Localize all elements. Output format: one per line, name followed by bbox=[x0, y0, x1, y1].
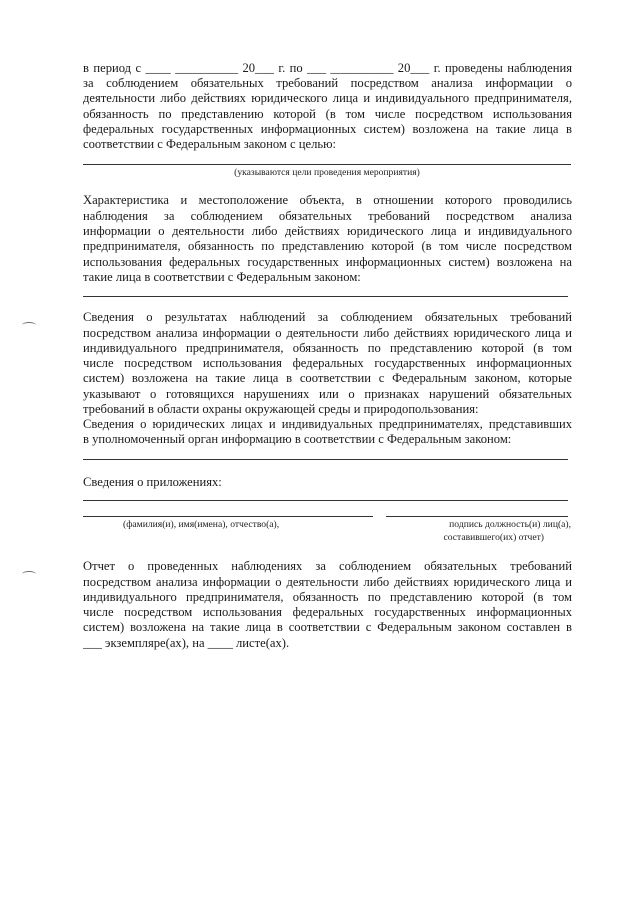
signature-caption: составившего(их) отчет) bbox=[443, 532, 544, 543]
text-line: требований в области охраны окружающей среды и природопользования: bbox=[83, 402, 479, 416]
text-line: информации о деятельности либо действиях юридического лица и индивидуального bbox=[83, 224, 572, 238]
text-line: Характеристика и местоположение объекта, в отношении которого проводились bbox=[83, 193, 572, 207]
margin-mark bbox=[22, 571, 36, 577]
margin-mark bbox=[22, 322, 36, 328]
signature-caption: подпись должность(и) лиц(а), bbox=[449, 519, 571, 530]
text-line: использования федеральных государственных информационных систем) возложена на bbox=[83, 255, 572, 269]
results-fill-line bbox=[83, 459, 568, 460]
text-line: в период с ____ __________ 20___ г. по ___ __________ 20___ г. проведены наблюдения bbox=[83, 61, 572, 75]
text-line: федеральных государственных информационных систем) возложена на такие лица в bbox=[83, 122, 572, 136]
text-line: индивидуального предпринимателя, обязанность по представлению которой (в том bbox=[83, 590, 572, 604]
text-line: в уполномоченный орган информацию в соответствии с Федеральным законом: bbox=[83, 432, 512, 446]
purpose-fill-line bbox=[83, 164, 571, 165]
text-line: за соблюдением обязательных требований посредством анализа информации о bbox=[83, 76, 572, 90]
text-line: систем) возложена на такие лица в соответствии с Федеральным законом, которые bbox=[83, 371, 572, 385]
object-fill-line bbox=[83, 296, 568, 297]
text-line: Сведения о юридических лицах и индивидуальных предпринимателях, представивших bbox=[83, 417, 572, 431]
name-fill-line bbox=[83, 516, 373, 517]
text-line: числе посредством использования федеральных государственных информационных bbox=[83, 356, 572, 370]
text-line: Сведения о результатах наблюдений за соблюдением обязательных требований bbox=[83, 310, 572, 324]
text-line: ___ экземпляре(ах), на ____ листе(ах). bbox=[83, 636, 290, 650]
text-line: обязанность по представлению которой (в том числе посредством использования bbox=[83, 107, 572, 121]
attachments-label: Сведения о приложениях: bbox=[83, 475, 222, 489]
text-line: предпринимателя, обязанность по представлению которой (в том числе посредством bbox=[83, 239, 572, 253]
text-line: Отчет о проведенных наблюдениях за соблюдением обязательных требований bbox=[83, 559, 572, 573]
text-line: систем) возложена на такие лица в соответствии с Федеральным законом составлен в bbox=[83, 620, 572, 634]
text-line: деятельности либо действиях юридического лица и индивидуального предпринимателя, bbox=[83, 91, 572, 105]
text-line: такие лица в соответствии с Федеральным законом: bbox=[83, 270, 361, 284]
name-caption: (фамилия(и), имя(имена), отчество(а), bbox=[123, 519, 280, 530]
text-line: индивидуального предпринимателя, обязанность по представлению которой (в том bbox=[83, 341, 572, 355]
text-line: указывают о готовящихся нарушениях или о признаках нарушений обязательных bbox=[83, 387, 572, 401]
text-line: посредством анализа информации о деятельности либо действиях юридического лица и bbox=[83, 326, 572, 340]
signature-fill-line bbox=[386, 516, 568, 517]
text-line: числе посредством использования федеральных государственных информационных bbox=[83, 605, 572, 619]
attachments-fill-line bbox=[83, 500, 568, 501]
text-line: соответствии с Федеральным законом с целью: bbox=[83, 137, 337, 151]
purpose-caption: (указываются цели проведения мероприятия) bbox=[234, 167, 420, 178]
text-line: посредством анализа информации о деятельности либо действиях юридического лица и bbox=[83, 575, 572, 589]
text-line: наблюдения за соблюдением обязательных требований посредством анализа bbox=[83, 209, 572, 223]
